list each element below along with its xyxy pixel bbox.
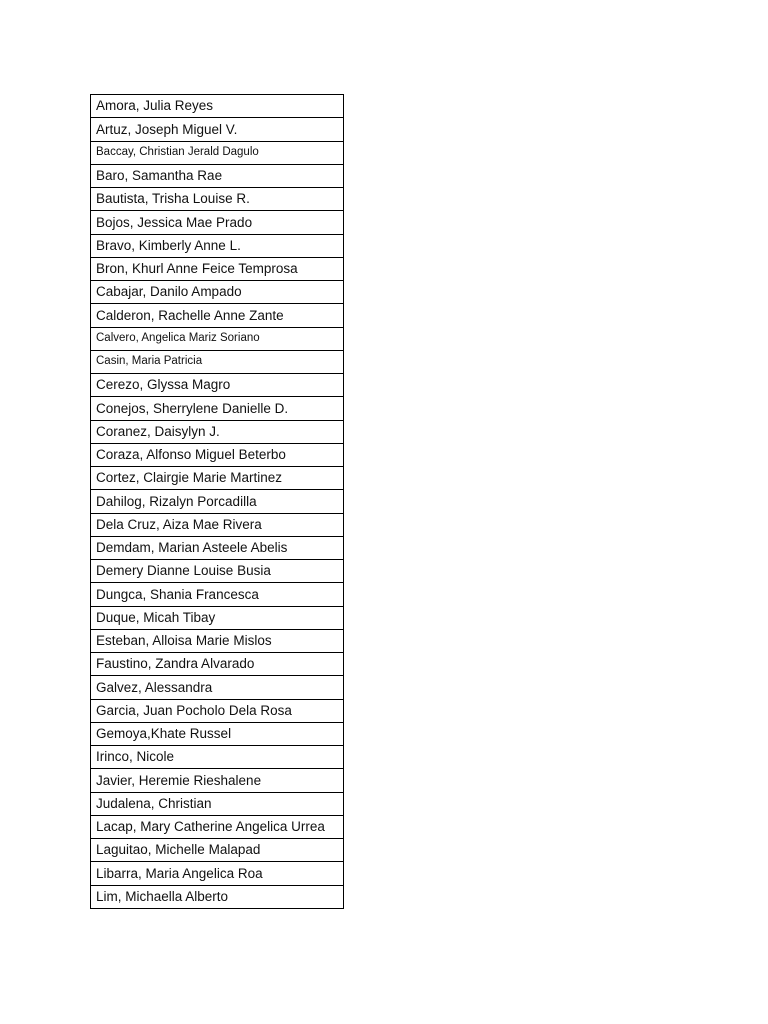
- table-row: [91, 374, 344, 397]
- table-row: [91, 304, 344, 327]
- table-row: [91, 118, 344, 141]
- table-row: [91, 769, 344, 792]
- name-cell: Calvero, Angelica Mariz Soriano: [91, 327, 344, 350]
- table-row: [91, 350, 344, 373]
- name-cell: Libarra, Maria Angelica Roa: [91, 862, 344, 885]
- table-row: [91, 722, 344, 745]
- name-list-table: [90, 94, 344, 909]
- table-row: [91, 141, 344, 164]
- table-row: [91, 862, 344, 885]
- table-row: [91, 490, 344, 513]
- table-row: [91, 467, 344, 490]
- table-row: [91, 815, 344, 838]
- name-cell: Demdam, Marian Asteele Abelis: [91, 536, 344, 559]
- name-cell: Dungca, Shania Francesca: [91, 583, 344, 606]
- name-cell: Casin, Maria Patricia: [91, 350, 344, 373]
- name-cell: Judalena, Christian: [91, 792, 344, 815]
- table-row: [91, 188, 344, 211]
- name-cell: Artuz, Joseph Miguel V.: [91, 118, 344, 141]
- name-cell: Duque, Micah Tibay: [91, 606, 344, 629]
- table-row: [91, 281, 344, 304]
- table-row: [91, 606, 344, 629]
- table-row: [91, 420, 344, 443]
- table-row: [91, 653, 344, 676]
- name-cell: Lim, Michaella Alberto: [91, 885, 344, 908]
- name-cell: Conejos, Sherrylene Danielle D.: [91, 397, 344, 420]
- table-row: [91, 885, 344, 908]
- name-cell: Coranez, Daisylyn J.: [91, 420, 344, 443]
- name-cell: Garcia, Juan Pocholo Dela Rosa: [91, 699, 344, 722]
- name-cell: Bravo, Kimberly Anne L.: [91, 234, 344, 257]
- name-cell: Calderon, Rachelle Anne Zante: [91, 304, 344, 327]
- name-cell: Gemoya,Khate Russel: [91, 722, 344, 745]
- table-row: [91, 211, 344, 234]
- table-row: [91, 257, 344, 280]
- name-cell: Demery Dianne Louise Busia: [91, 560, 344, 583]
- name-cell: Cerezo, Glyssa Magro: [91, 374, 344, 397]
- table-row: [91, 676, 344, 699]
- table-row: [91, 792, 344, 815]
- name-cell: Laguitao, Michelle Malapad: [91, 839, 344, 862]
- name-cell: Bron, Khurl Anne Feice Temprosa: [91, 257, 344, 280]
- name-cell: Faustino, Zandra Alvarado: [91, 653, 344, 676]
- name-cell: Javier, Heremie Rieshalene: [91, 769, 344, 792]
- name-cell: Dela Cruz, Aiza Mae Rivera: [91, 513, 344, 536]
- name-cell: Amora, Julia Reyes: [91, 95, 344, 118]
- name-cell: Irinco, Nicole: [91, 746, 344, 769]
- name-cell: Cabajar, Danilo Ampado: [91, 281, 344, 304]
- name-cell: Dahilog, Rizalyn Porcadilla: [91, 490, 344, 513]
- table-row: [91, 560, 344, 583]
- table-row: [91, 746, 344, 769]
- name-cell: Esteban, Alloisa Marie Mislos: [91, 629, 344, 652]
- name-list-body: [91, 95, 344, 909]
- name-cell: Baro, Samantha Rae: [91, 164, 344, 187]
- table-row: [91, 699, 344, 722]
- name-cell: Bojos, Jessica Mae Prado: [91, 211, 344, 234]
- name-cell: Galvez, Alessandra: [91, 676, 344, 699]
- table-row: [91, 234, 344, 257]
- table-row: [91, 164, 344, 187]
- name-cell: Bautista, Trisha Louise R.: [91, 188, 344, 211]
- table-row: [91, 536, 344, 559]
- name-cell: Coraza, Alfonso Miguel Beterbo: [91, 443, 344, 466]
- table-row: [91, 839, 344, 862]
- table-row: [91, 397, 344, 420]
- name-cell: Cortez, Clairgie Marie Martinez: [91, 467, 344, 490]
- table-row: [91, 327, 344, 350]
- table-row: [91, 583, 344, 606]
- table-row: [91, 629, 344, 652]
- name-cell: Lacap, Mary Catherine Angelica Urrea: [91, 815, 344, 838]
- table-row: [91, 95, 344, 118]
- name-cell: Baccay, Christian Jerald Dagulo: [91, 141, 344, 164]
- table-row: [91, 513, 344, 536]
- table-row: [91, 443, 344, 466]
